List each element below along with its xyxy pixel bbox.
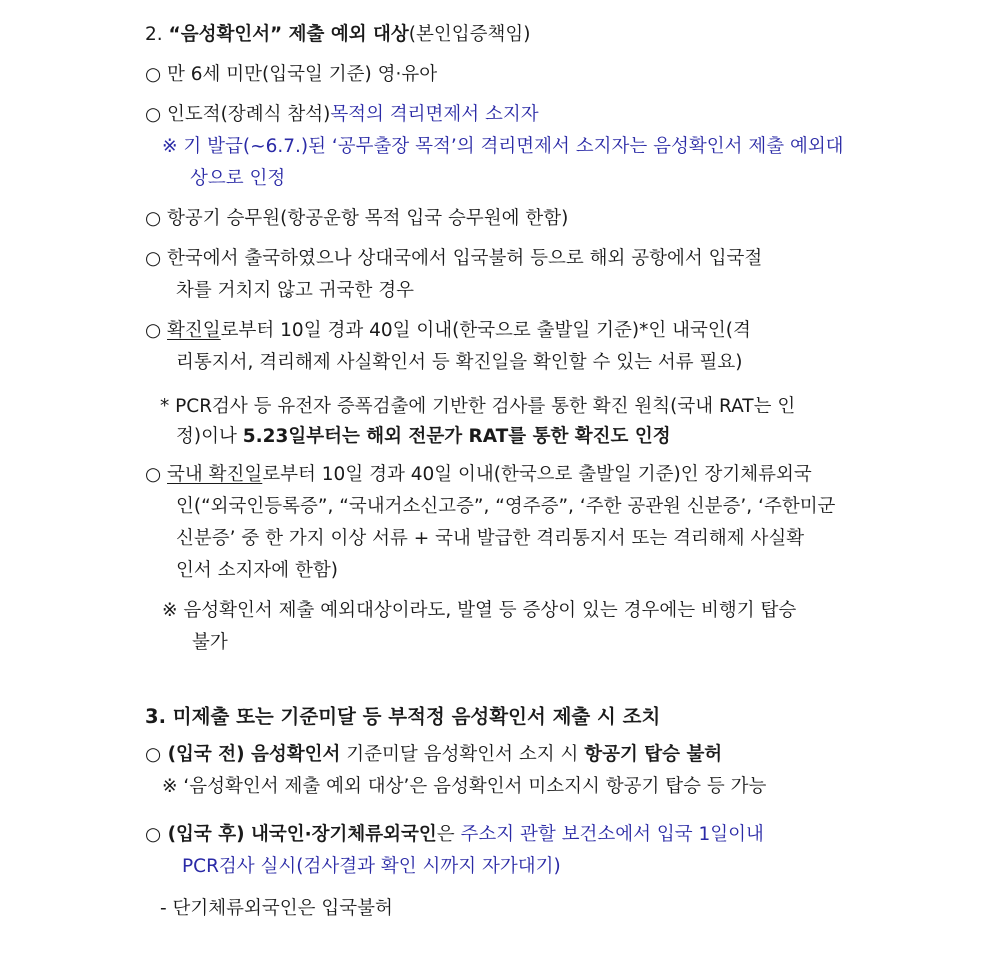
note-official-trip-line2: 상으로 인정: [190, 168, 286, 189]
item-recovered-citizen-rest: 로부터 10일 경과 40일 이내(한국으로 출발일 기준)*인 내국인(격: [220, 320, 751, 341]
item-humanitarian: [145, 102, 539, 128]
item-infant: ○ 만 6세 미만(입국일 기준) 영·유아: [145, 64, 438, 85]
item-before-entry-bold: ○ (입국 전) 음성확인서: [145, 744, 341, 765]
item-recovered-foreigner-line1: [145, 462, 812, 488]
item-before-entry: [145, 742, 722, 768]
section2-title-note: (본인입증책임): [408, 24, 531, 45]
item-humanitarian-lead: ○ 인도적(장례식 참석): [145, 104, 331, 125]
item-after-entry-line2: PCR검사 실시(검사결과 확인 시까지 자가대기): [182, 856, 561, 877]
section2-title: [145, 22, 530, 48]
item-crew: ○ 항공기 승무원(항공운항 목적 입국 승무원에 한함): [145, 208, 569, 229]
item-recovered-foreigner-rest: 로부터 10일 경과 40일 이내(한국으로 출발일 기준)인 장기체류외국: [262, 464, 812, 485]
note-fever-line2: 불가: [192, 632, 228, 653]
section2-title-bold: “음성확인서” 제출 예외 대상: [168, 24, 409, 45]
item-after-entry-blue: 주소지 관할 보건소에서 입국 1일이내: [460, 824, 764, 845]
star-note-line2-lead: 정)이나: [176, 426, 243, 447]
item-recovered-foreigner-line4: 인서 소지자에 한함): [176, 560, 338, 581]
item-after-entry-bold: ○ (입국 후) 내국인·장기체류외국인: [145, 824, 437, 845]
note-exempt-boarding: ※ ‘음성확인서 제출 예외 대상’은 음성확인서 미소지시 항공기 탑승 등 가능: [162, 776, 767, 797]
item-recovered-citizen-line2: 리통지서, 격리해제 사실확인서 등 확진일을 확인할 수 있는 서류 필요): [176, 352, 743, 373]
star-note-line2: [176, 424, 671, 450]
bullet: ○: [145, 320, 168, 341]
note-fever-line1: ※ 음성확인서 제출 예외대상이라도, 발열 등 증상이 있는 경우에는 비행기 탑승: [162, 600, 797, 621]
section3-title: 3. 미제출 또는 기준미달 등 부적정 음성확인서 제출 시 조치: [145, 705, 661, 728]
bullet: ○: [145, 464, 168, 485]
item-after-entry-line1: [145, 822, 764, 848]
dash-short-term-foreigner: - 단기체류외국인은 입국불허: [160, 898, 393, 919]
boarding-denied-text: 항공기 탑승 불허: [584, 744, 723, 765]
item-before-entry-mid: 기준미달 음성확인서 소지 시: [340, 744, 585, 765]
section2-number: 2.: [145, 24, 163, 45]
item-recovered-foreigner-line3: 신분증’ 중 한 가지 이상 서류 + 국내 발급한 격리통지서 또는 격리해제 사실확: [176, 528, 805, 549]
note-official-trip-line1: ※ 기 발급(~6.7.)된 ‘공무출장 목적’의 격리면제서 소지자는 음성확인서 제출 예외대: [162, 136, 844, 157]
star-note-line1: * PCR검사 등 유전자 증폭검출에 기반한 검사를 통한 확진 원칙(국내 RAT는 인: [160, 396, 796, 417]
item-denied-entry-line2: 차를 거치지 않고 귀국한 경우: [176, 280, 414, 301]
underlined-confirm-date: 확진일: [167, 320, 221, 341]
item-recovered-foreigner-line2: 인(“외국인등록증”, “국내거소신고증”, “영주증”, ‘주한 공관원 신분증’, ‘주한미군: [176, 496, 836, 517]
item-recovered-citizen-line1: [145, 318, 751, 344]
star-note-line2-bold: 5.23일부터는 해외 전문가 RAT를 통한 확진도 인정: [242, 426, 671, 447]
underlined-domestic-confirm-date: 국내 확진일: [167, 464, 263, 485]
item-after-entry-particle: 은: [436, 824, 461, 845]
item-humanitarian-blue: 목적의 격리면제서 소지자: [330, 104, 539, 125]
item-denied-entry-line1: ○ 한국에서 출국하였으나 상대국에서 입국불허 등으로 해외 공항에서 입국절: [145, 248, 763, 269]
